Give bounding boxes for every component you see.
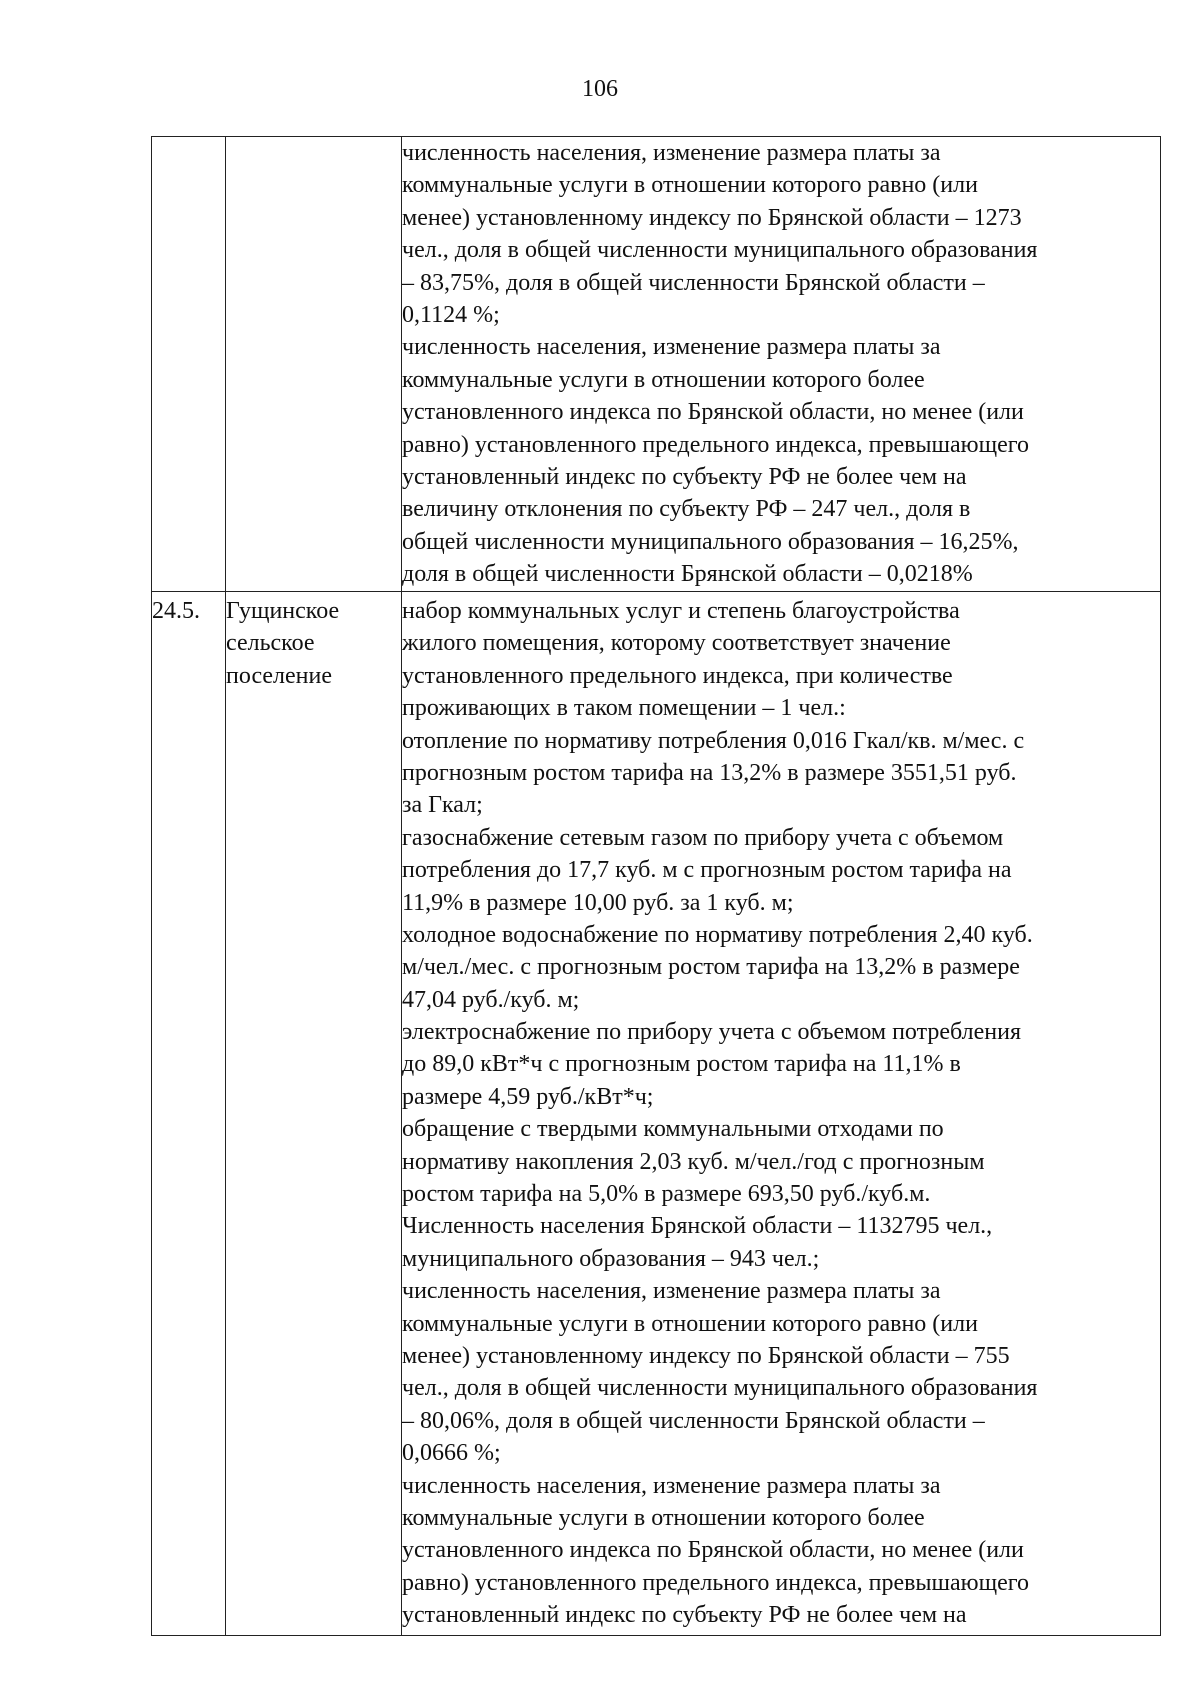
description-line: холодное водоснабжение по нормативу потребления 2,40 куб. bbox=[402, 921, 1033, 948]
description-line: установленный индекс по субъекту РФ не более чем на bbox=[402, 1602, 967, 1629]
municipality-name-cell bbox=[226, 592, 402, 1636]
description-line: проживающих в таком помещении – 1 чел.: bbox=[402, 695, 846, 722]
description-line: нормативу накопления 2,03 куб. м/чел./год с прогнозным bbox=[402, 1148, 985, 1175]
description-cell bbox=[402, 137, 1161, 592]
description-line: 0,1124 %; bbox=[402, 301, 500, 328]
description-line: набор коммунальных услуг и степень благоустройства bbox=[402, 598, 960, 624]
description-line: равно) установленного предельного индекса, превышающего bbox=[402, 1569, 1029, 1596]
description-line: электроснабжение по прибору учета с объемом потребления bbox=[402, 1019, 1021, 1046]
description-line: муниципального образования – 943 чел.; bbox=[402, 1245, 820, 1272]
description-line: коммунальные услуги в отношении которого равно (или bbox=[402, 172, 978, 199]
description-line: обращение с твердыми коммунальными отходами по bbox=[402, 1116, 944, 1143]
description-line: м/чел./мес. с прогнозным ростом тарифа на 13,2% в размере bbox=[402, 954, 1020, 981]
description-line: доля в общей численности Брянской области – 0,0218% bbox=[402, 561, 973, 588]
description-line: установленного индекса по Брянской области, но менее (или bbox=[402, 399, 1024, 426]
description-line: установленного индекса по Брянской области, но менее (или bbox=[402, 1537, 1024, 1564]
description-line: численность населения, изменение размера платы за bbox=[402, 334, 941, 361]
description-line: установленный индекс по субъекту РФ не более чем на bbox=[402, 463, 967, 490]
table-row bbox=[152, 137, 1161, 592]
description-line: общей численности муниципального образования – 16,25%, bbox=[402, 528, 1019, 555]
description-line: величину отклонения по субъекту РФ – 247 чел., доля в bbox=[402, 496, 971, 523]
description-line: 0,0666 %; bbox=[402, 1440, 501, 1467]
description-line: Численность населения Брянской области – 1132795 чел., bbox=[402, 1213, 993, 1240]
description-line: коммунальные услуги в отношении которого более bbox=[402, 1504, 925, 1531]
description-line: – 80,06%, доля в общей численности Брянской области – bbox=[402, 1407, 985, 1434]
description-line: равно) установленного предельного индекса, превышающего bbox=[402, 431, 1029, 458]
description-line: – 83,75%, доля в общей численности Брянской области – bbox=[402, 269, 985, 296]
description-line: прогнозным ростом тарифа на 13,2% в размере 3551,51 руб. bbox=[402, 759, 1017, 786]
table-row bbox=[152, 592, 1161, 1636]
description-line: ростом тарифа на 5,0% в размере 693,50 руб./куб.м. bbox=[402, 1181, 931, 1208]
municipality-name-line: поселение bbox=[226, 662, 333, 689]
description-line: численность населения, изменение размера платы за bbox=[402, 1472, 941, 1499]
row-number-cell bbox=[152, 137, 226, 592]
tariff-table bbox=[151, 136, 1161, 1636]
municipality-name-line: Гущинское bbox=[226, 598, 340, 624]
description-line: установленного предельного индекса, при количестве bbox=[402, 662, 953, 689]
description-line: до 89,0 кВт*ч с прогнозным ростом тарифа на 11,1% в bbox=[402, 1051, 961, 1078]
description-line: чел., доля в общей численности муниципального образования bbox=[402, 237, 1038, 264]
description-line: менее) установленному индексу по Брянской области – 755 bbox=[402, 1342, 1010, 1369]
description-line: размере 4,59 руб./кВт*ч; bbox=[402, 1083, 654, 1110]
description-line: за Гкал; bbox=[402, 792, 483, 819]
description-line: отопление по нормативу потребления 0,016 Гкал/кв. м/мес. с bbox=[402, 727, 1025, 754]
description-line: численность населения, изменение размера платы за bbox=[402, 140, 941, 166]
description-line: менее) установленному индексу по Брянской области – 1273 bbox=[402, 204, 1022, 231]
description-line: газоснабжение сетевым газом по прибору учета с объемом bbox=[402, 824, 1004, 851]
page-number: 106 bbox=[582, 76, 618, 102]
description-cell bbox=[402, 592, 1161, 1636]
description-line: жилого помещения, которому соответствует значение bbox=[402, 630, 951, 657]
municipality-name-cell bbox=[226, 137, 402, 592]
description-line: потребления до 17,7 куб. м с прогнозным ростом тарифа на bbox=[402, 857, 1012, 884]
municipality-name-line: сельское bbox=[226, 630, 315, 657]
description-line: коммунальные услуги в отношении которого равно (или bbox=[402, 1310, 978, 1337]
description-line: 47,04 руб./куб. м; bbox=[402, 986, 580, 1013]
row-number-cell: 24.5. bbox=[152, 592, 226, 1636]
description-line: коммунальные услуги в отношении которого более bbox=[402, 366, 925, 393]
description-line: 11,9% в размере 10,00 руб. за 1 куб. м; bbox=[402, 889, 794, 916]
description-line: чел., доля в общей численности муниципального образования bbox=[402, 1375, 1038, 1402]
description-line: численность населения, изменение размера платы за bbox=[402, 1278, 941, 1305]
